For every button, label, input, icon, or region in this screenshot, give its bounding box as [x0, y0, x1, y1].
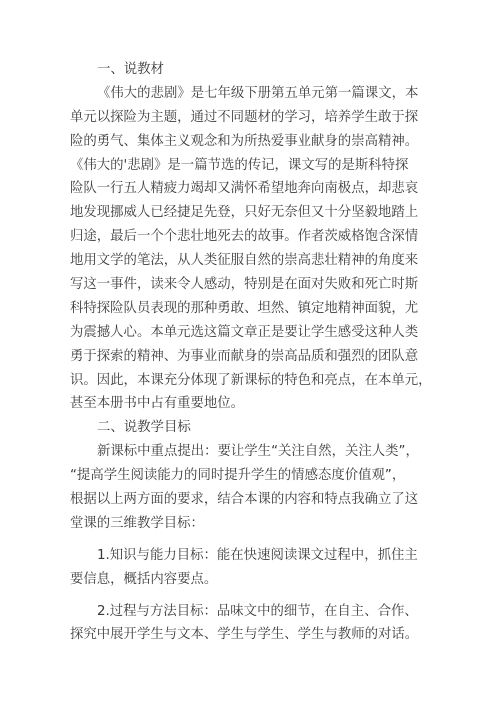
paragraph-line: 地用文学的笔法，从人类征服自然的崇高悲壮精神的角度来 — [70, 253, 419, 269]
paragraph-spacer — [70, 536, 445, 544]
paragraph-line: 《伟大的'悲剧》是一篇节选的传记，课文写的是斯科特探 — [70, 157, 409, 173]
section-heading-teaching-goals: 二、说教学目标 — [97, 420, 191, 436]
paragraph-line: 归途，最后一个个悲壮地死去的故事。作者茨威格饱含深情 — [70, 229, 419, 245]
paragraph-line: “提高学生阅读能力的同时提升学生的情感态度价值观”， — [70, 468, 406, 484]
goal-knowledge-ability — [70, 544, 445, 592]
paragraph-line: 科特探险队员表现的那种勇敢、坦然、镇定地精神面貌，尤 — [70, 300, 419, 316]
paragraph-line: 甚至本册书中占有重要地位。 — [70, 396, 245, 412]
paragraph-line: 2.过程与方法目标：品味文中的细节，在自主、合作、 — [97, 603, 418, 619]
paragraph-line: 地发现挪威人已经捷足先登，只好无奈但又十分坚毅地踏上 — [70, 205, 419, 221]
paragraph-line: 《伟大的悲剧》是七年级下册第五单元第一篇课文，本 — [97, 85, 419, 101]
paragraph-line: 根据以上两方面的要求，结合本课的内容和特点我确立了这 — [70, 492, 419, 508]
paragraph-line: 险队一行五人精疲力竭却又满怀希望地奔向南极点，却悲哀 — [70, 181, 419, 197]
paragraph-line: 识。因此，本课充分体现了新课标的特色和亮点，在本单元， — [70, 372, 432, 388]
paragraph-line: 险的勇气、集体主义观念和为所热爱事业献身的崇高精神。 — [70, 133, 419, 149]
paragraph-line: 堂课的三维教学目标： — [70, 515, 204, 531]
section-paragraph-goals-intro — [70, 440, 445, 536]
paragraph-line: 新课标中重点提出：要让学生“关注自然，关注人类”， — [97, 444, 419, 460]
goal-process-method — [70, 600, 445, 648]
paragraph-line: 1.知识与能力目标：能在快速阅读课文过程中，抓住主 — [97, 547, 418, 563]
paragraph-line: 单元以探险为主题，通过不同题材的学习，培养学生敢于探 — [70, 109, 419, 125]
document-body — [70, 58, 445, 647]
paragraph-line: 写这一事件，读来令人感动，特别是在面对失败和死亡时斯 — [70, 277, 419, 293]
section-paragraph-teaching-material — [70, 82, 445, 416]
paragraph-spacer — [70, 592, 445, 600]
paragraph-line: 为震撼人心。本单元选这篇文章正是要让学生感受这种人类 — [70, 324, 419, 340]
paragraph-line: 探究中展开学生与文本、学生与学生、学生与教师的对话。 — [70, 627, 419, 643]
paragraph-line: 要信息，概括内容要点。 — [70, 571, 218, 587]
paragraph-line: 勇于探索的精神、为事业而献身的崇高品质和强烈的团队意 — [70, 348, 419, 364]
section-heading-teaching-material: 一、说教材 — [97, 62, 164, 77]
